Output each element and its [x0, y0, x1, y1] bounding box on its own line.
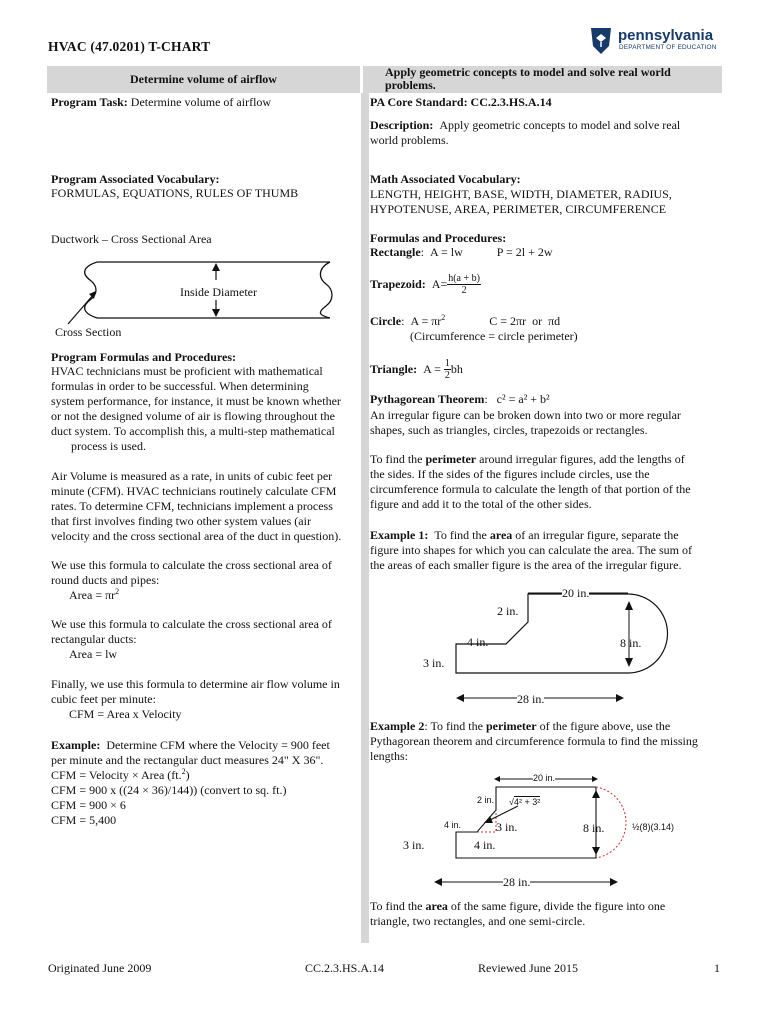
fig1-step-label: 4 in. — [467, 635, 489, 649]
fig2-inner-label: 3 in. — [496, 820, 518, 834]
description — [370, 118, 680, 148]
perimeter-text: To find the perimeter around irregular figures, add the lengths of the sides. If the sides of the figures include circles, use the circumference formula to calculate the length of that portion of the figure and add it to the total of the other sides. — [370, 452, 691, 511]
calc-line-3: CFM = 900 × 6 — [51, 798, 126, 812]
math-vocab-line: LENGTH, HEIGHT, BASE, WIDTH, DIAMETER, RADIUS, — [370, 187, 672, 201]
logo-brand: pennsylvania — [618, 27, 714, 44]
example-label: Example: — [51, 738, 101, 752]
rect-intro-line: We use this formula to calculate the cross sectional area of — [51, 617, 332, 631]
fig2-bottom-step-label: 4 in. — [474, 838, 496, 852]
footer-standard: CC.2.3.HS.A.14 — [305, 961, 385, 975]
round-intro-line: We use this formula to calculate the cross sectional area of — [51, 558, 332, 572]
para2-line: Air Volume is measured as a rate, in units of cubic feet per — [51, 469, 333, 483]
footer-reviewed: Reviewed June 2015 — [478, 961, 578, 975]
document-title: HVAC (47.0201) T-CHART — [48, 39, 211, 54]
math-vocab-label: Math Associated Vocabulary: — [370, 172, 521, 186]
irregular-line: An irregular figure can be broken down into two or more regular — [370, 408, 681, 422]
program-task-label: Program Task: — [51, 95, 128, 109]
area-text: To find the area of the same figure, divide the figure into one triangle, two rectangles, and one semi-circle. — [370, 899, 666, 928]
perimeter-line: circumference formula to calculate the length of that portion of the — [370, 482, 691, 496]
fig2-right-label: 8 in. — [583, 821, 605, 835]
math-vocab — [370, 172, 672, 217]
calc-line-4: CFM = 5,400 — [51, 813, 117, 827]
left-heading-text: Determine volume of airflow — [130, 72, 277, 86]
cfm-intro-line: cubic feet per minute: — [51, 692, 156, 706]
rect-duct-intro — [51, 617, 332, 662]
fig2-step-label: 4 in. — [444, 820, 462, 830]
circle-note: (Circumference = circle perimeter) — [410, 329, 578, 343]
irregular-figure-text — [370, 408, 681, 438]
description-text: world problems. — [370, 133, 449, 147]
program-task — [51, 95, 271, 110]
program-paragraph-1 — [51, 364, 341, 454]
math-vocab-line: HYPOTENUSE, AREA, PERIMETER, CIRCUMFERENCE — [370, 202, 667, 216]
rect-intro-line: rectangular ducts: — [51, 632, 137, 646]
para2-line: minute (CFM). HVAC technicians routinely calculate CFM — [51, 484, 337, 498]
fig1-diag-label: 2 in. — [497, 604, 519, 618]
example-2-line: Pythagorean theorem and circumference formula to find the missing — [370, 734, 698, 748]
example-text: Determine CFM where the Velocity = 900 feet — [106, 738, 330, 752]
fig1-top-label: 20 in. — [562, 586, 590, 600]
triangle-formula: Triangle: A = $\frac{1}{2}$ bh — [370, 358, 463, 381]
formulas-label: Formulas and Procedures: — [370, 231, 507, 245]
para1-line: HVAC technicians must be proficient with mathematical — [51, 364, 323, 378]
area-line: triangle, two rectangles, and one semi-circle. — [370, 914, 586, 928]
fig2-sqrt-label: √4² + 3² — [509, 797, 541, 807]
rectangle-formula: Rectangle: A = lw P = 2l + 2w — [370, 245, 553, 259]
left-column-heading — [47, 66, 360, 93]
program-task-value: Determine volume of airflow — [130, 95, 272, 109]
logo-department: DEPARTMENT OF EDUCATION — [619, 44, 717, 51]
irregular-figure-2 — [420, 770, 710, 895]
irregular-figure-1 — [420, 582, 700, 712]
round-intro-line: round ducts and pipes: — [51, 573, 160, 587]
ductwork-heading: Ductwork – Cross Sectional Area — [51, 232, 212, 246]
program-vocab-value: FORMULAS, EQUATIONS, RULES OF THUMB — [51, 186, 299, 200]
para1-line: or not the designed volume of air is flowing throughout the — [51, 409, 335, 423]
cross-section-label: Cross Section — [55, 325, 122, 339]
example-text: per minute and the rectangular duct measures 24" X 36". — [51, 753, 324, 767]
cfm-intro — [51, 677, 340, 722]
fig2-bottom-label: 28 in. — [503, 875, 531, 889]
calc-line-1: CFM = Velocity × Area (ft.$^2$) — [51, 767, 190, 782]
rect-formula: Area = lw — [69, 647, 118, 661]
right-column-heading — [363, 66, 722, 93]
fig1-right-label: 8 in. — [620, 636, 642, 650]
fig2-semicircle-label: ½(8)(3.14) — [632, 822, 675, 832]
column-divider — [361, 93, 369, 943]
perimeter-line: the sides. If the sides of the figures include circles, use the — [370, 467, 650, 481]
para2-line: that first involves finding two other system values (air — [51, 514, 311, 528]
round-formula: Area = $\pi r^2$ — [69, 587, 120, 602]
round-duct-intro — [51, 558, 332, 603]
fig1-left-label: 3 in. — [423, 656, 445, 670]
pythagorean-formula: Pythagorean Theorem: c² = a² + b² — [370, 392, 550, 406]
pennsylvania-logo — [588, 24, 718, 60]
cfm-intro-line: Finally, we use this formula to determine air flow volume in — [51, 677, 340, 691]
program-paragraph-2 — [51, 469, 341, 544]
calc-line-2: CFM = 900 x ((24 × 36)/144)) (convert to sq. ft.) — [51, 783, 287, 797]
circle-formula: Circle: $A = \pi r^2$ C = 2πr or πd — [370, 313, 561, 328]
fig1-bottom-label: 28 in. — [517, 692, 545, 706]
right-heading-text: Apply geometric concepts to model and solve real world problems. — [385, 65, 671, 92]
para2-line: rates. To determine CFM, technicians implement a process — [51, 499, 333, 513]
example-1-line: the areas of each smaller figure is the area of the irregular figure. — [370, 558, 682, 572]
fig2-top-label: 20 in. — [533, 773, 556, 783]
example-1-line: figure into shapes for which you can calculate the area. The sum of — [370, 543, 692, 557]
description-label: Description: — [370, 118, 434, 132]
keystone-icon — [588, 26, 614, 56]
inside-diameter-label: Inside Diameter — [180, 285, 257, 299]
pa-core-standard: PA Core Standard: CC.2.3.HS.A.14 — [370, 95, 552, 109]
perimeter-line: figure and add it to the total of the other sides. — [370, 497, 592, 511]
program-formulas-label: Program Formulas and Procedures: — [51, 350, 236, 364]
fig2-left-label: 3 in. — [403, 838, 425, 852]
para2-line: velocity and the cross sectional area of the duct in question). — [51, 529, 342, 543]
para1-line: formulas in order to be successful. When determining — [51, 379, 309, 393]
irregular-line: shapes, such as triangles, circles, trapezoids or rectangles. — [370, 423, 648, 437]
footer-originated: Originated June 2009 — [48, 961, 152, 975]
example-2-text: Example 2: To find the perimeter of the figure above, use the Pythagorean theorem and circumference formula to find the missing lengths: — [370, 719, 698, 763]
description-text: Apply geometric concepts to model and solve real — [439, 118, 681, 132]
program-vocab-label: Program Associated Vocabulary: — [51, 172, 220, 186]
trapezoid-formula: Trapezoid: A= $\frac{h(a + b)}{2}$ — [370, 273, 480, 296]
cfm-example — [51, 738, 330, 828]
cfm-formula: CFM = Area x Velocity — [69, 707, 182, 721]
para1-line: system performance, for instance, it must be known whether — [51, 394, 341, 408]
footer-page-number: 1 — [714, 961, 720, 975]
para1-line: process is used. — [71, 439, 146, 453]
example-2-line: lengths: — [370, 749, 408, 763]
fig2-diag-label: 2 in. — [477, 795, 495, 805]
example-1-text: Example 1: To find the area of an irregular figure, separate the figure into shapes for which you can calculate the area. The sum of the areas of each smaller figure is the area of the irregular figure. — [370, 528, 692, 572]
para1-line: duct system. To accomplish this, a multi-step mathematical — [51, 424, 335, 438]
